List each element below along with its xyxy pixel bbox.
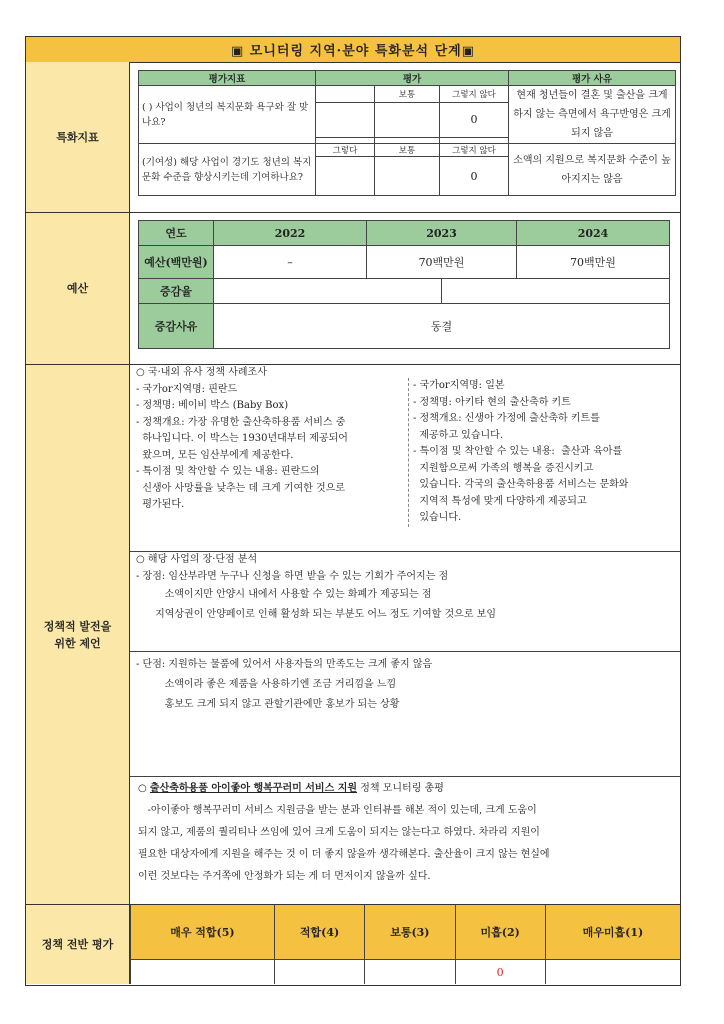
case-right-line: 지역적 특성에 맞게 다양하게 제공되고 <box>413 495 587 507</box>
rating-option-normal: 보통(3) <box>365 905 455 960</box>
header-reason: 평가 사유 <box>509 71 676 86</box>
rating-mark <box>131 960 275 985</box>
rating-mark <box>274 960 364 985</box>
indicator-table <box>138 70 676 196</box>
question-2: (기여성) 해당 사업이 경기도 청년의 복지문화 수준을 향상시키는데 기여하나요? <box>139 144 316 196</box>
rating-option-very-insufficient: 매우미흡(1) <box>545 905 680 960</box>
q1-option-2: 보통 <box>375 86 440 103</box>
case-left-line: - 국가or지역명: 핀란드 <box>136 383 238 395</box>
q2-option-1: 그렇다 <box>316 144 375 157</box>
review-content <box>138 778 550 888</box>
q2-option-3: 그렇지 않다 <box>440 144 509 157</box>
section-label-budget: 예산 <box>26 213 130 365</box>
case-study-block <box>130 365 680 552</box>
case-left-line: 평가된다. <box>136 499 185 510</box>
report-frame <box>25 36 681 986</box>
budget-year-2022: 2022 <box>214 221 367 246</box>
case-right-line: - 국가or지역명: 일본 <box>413 380 505 391</box>
rating-option-insufficient: 미흡(2) <box>455 905 545 960</box>
indicator-section <box>130 62 680 213</box>
rating-option-suitable: 적합(4) <box>274 905 364 960</box>
case-study-right <box>408 378 679 527</box>
rating-option-very-suitable: 매우 적합(5) <box>131 905 275 960</box>
case-right-line: - 특이점 및 착안할 수 있는 내용: 출산과 육아를 <box>413 446 623 457</box>
q2-check-3: 0 <box>440 157 509 196</box>
cons-block <box>136 655 432 715</box>
budget-2022-value: – <box>214 246 367 279</box>
budget-2024-value: 70백만원 <box>517 246 670 279</box>
q2-check-1 <box>316 157 375 196</box>
review-heading-suffix: 정책 모니터링 총평 <box>357 783 444 794</box>
analysis-heading: ○ 해당 사업의 장·단점 분석 <box>136 554 258 565</box>
rating-mark <box>365 960 455 985</box>
review-bullet: ○ <box>138 783 150 794</box>
case-right-line: - 정책명: 아키타 현의 출산축하 키트 <box>413 396 571 408</box>
q1-check-1 <box>316 102 375 137</box>
pros-cons-block <box>130 551 680 777</box>
review-block <box>130 776 680 905</box>
budget-table <box>138 220 670 349</box>
section-label-suggestion: 정책적 발전을 위한 제언 <box>26 365 130 905</box>
budget-reason-header: 증감사유 <box>139 304 214 349</box>
q2-check-2 <box>375 157 440 196</box>
q1-check-2 <box>375 102 440 137</box>
header-index: 평가지표 <box>139 71 316 86</box>
budget-year-2023: 2023 <box>367 221 517 246</box>
pros-line: - 장점: 임산부라면 누구나 신청을 하면 받을 수 있는 기회가 주어지는 점 <box>136 570 449 582</box>
question-1: ( ) 사업이 청년의 복지문화 욕구와 잘 맞나요? <box>139 86 316 144</box>
header-eval: 평가 <box>316 71 509 86</box>
rating-mark: 0 <box>455 960 545 985</box>
rating-table <box>130 905 680 984</box>
budget-change-cell-2 <box>442 279 670 304</box>
cons-line: 소액이라 좋은 제품을 사용하기엔 조금 거리낌을 느낌 <box>136 679 397 690</box>
review-line: 이런 것보다는 주거쪽에 안정화가 되는 게 더 먼저이지 않을까 싶다. <box>138 871 431 882</box>
page-title: ▣ 모니터링 지역·분야 특화분석 단계▣ <box>26 37 680 63</box>
cons-line: - 단점: 지원하는 물품에 있어서 사용자들의 만족도는 크게 좋지 않음 <box>136 659 433 670</box>
pros-line: 소액이지만 안양시 내에서 사용할 수 있는 화폐가 제공되는 점 <box>136 589 432 600</box>
review-heading <box>138 778 550 800</box>
budget-change-cell-1 <box>214 279 442 304</box>
review-line: 필요한 대상자에게 지원을 해주는 것 이 더 좋지 않을까 생각해본다. 출산율이 크지 않는 현실에 <box>138 849 550 860</box>
q1-option-1 <box>316 86 375 103</box>
case-left-line: 왔으며, 모든 임산부에게 제공한다. <box>136 449 294 461</box>
divider <box>130 651 680 652</box>
case-left-line: - 특이점 및 착안할 수 있는 내용: 핀란드의 <box>136 466 320 477</box>
overall-rating-section <box>130 905 680 984</box>
case-left-line: - 정책개요: 가장 유명한 출산축하용품 서비스 중 <box>136 416 346 428</box>
section-label-overall: 정책 전반 평가 <box>26 905 130 984</box>
case-left-line: 신생아 사망률을 낮추는 데 크게 기여한 것으로 <box>136 482 345 494</box>
review-line: 되지 않고, 제품의 퀄리티나 쓰임에 있어 크게 도움이 되지는 않는다고 하였다. 차라리 지원이 <box>138 827 540 838</box>
q1-option-3: 그렇지 않다 <box>440 86 509 103</box>
budget-reason-value: 동결 <box>214 304 670 349</box>
budget-2023-value: 70백만원 <box>367 246 517 279</box>
rating-mark <box>545 960 680 985</box>
budget-year-2024: 2024 <box>517 221 670 246</box>
section-label-specialized: 특화지표 <box>26 62 130 213</box>
case-right-line: 있습니다. 각국의 출산축하용품 서비스는 문화와 <box>413 479 629 490</box>
case-study-left <box>136 365 406 514</box>
q2-option-2: 보통 <box>375 144 440 157</box>
case-study-heading: ○ 국·내외 유사 정책 사례조사 <box>136 367 267 378</box>
reason-1: 현재 청년들이 결혼 및 출산을 크게 하지 않는 측면에서 욕구반영은 크게 되지 않음 <box>509 86 676 144</box>
case-right-line: - 정책개요: 신생아 가정에 출산축하 키트를 <box>413 413 600 424</box>
budget-change-header: 증감율 <box>139 279 214 304</box>
cons-line: 홍보도 크게 되지 않고 관할기관에만 홍보가 되는 상황 <box>136 699 400 710</box>
case-right-line: 제공하고 있습니다. <box>413 429 503 441</box>
pros-line: 지역상권이 안양페이로 인해 활성화 되는 부분도 어느 정도 기여할 것으로 보임 <box>136 609 496 620</box>
review-program-title: 출산축하용품 아이좋아 행복꾸러미 서비스 지원 <box>149 783 358 794</box>
reason-2: 소액의 지원으로 복지문화 수준이 높아지지는 않음 <box>509 144 676 196</box>
q1-check-3: 0 <box>440 102 509 137</box>
review-line: -아이좋아 행복꾸러미 서비스 지원금을 받는 분과 인터뷰를 해본 적이 있는데, 크게 도움이 <box>138 805 537 816</box>
case-left-line: - 정책명: 베이비 박스 (Baby Box) <box>136 400 289 411</box>
budget-year-header: 연도 <box>139 221 214 246</box>
suggestion-section <box>130 365 680 905</box>
pros-block <box>136 552 496 625</box>
case-left-line: 하나입니다. 이 박스는 1930년대부터 제공되어 <box>136 433 348 444</box>
budget-amount-header: 예산(백만원) <box>139 246 214 279</box>
case-right-line: 있습니다. <box>413 512 462 523</box>
case-right-line: 지원함으로써 가족의 행복을 증진시키고 <box>413 462 594 474</box>
budget-section <box>130 213 680 365</box>
